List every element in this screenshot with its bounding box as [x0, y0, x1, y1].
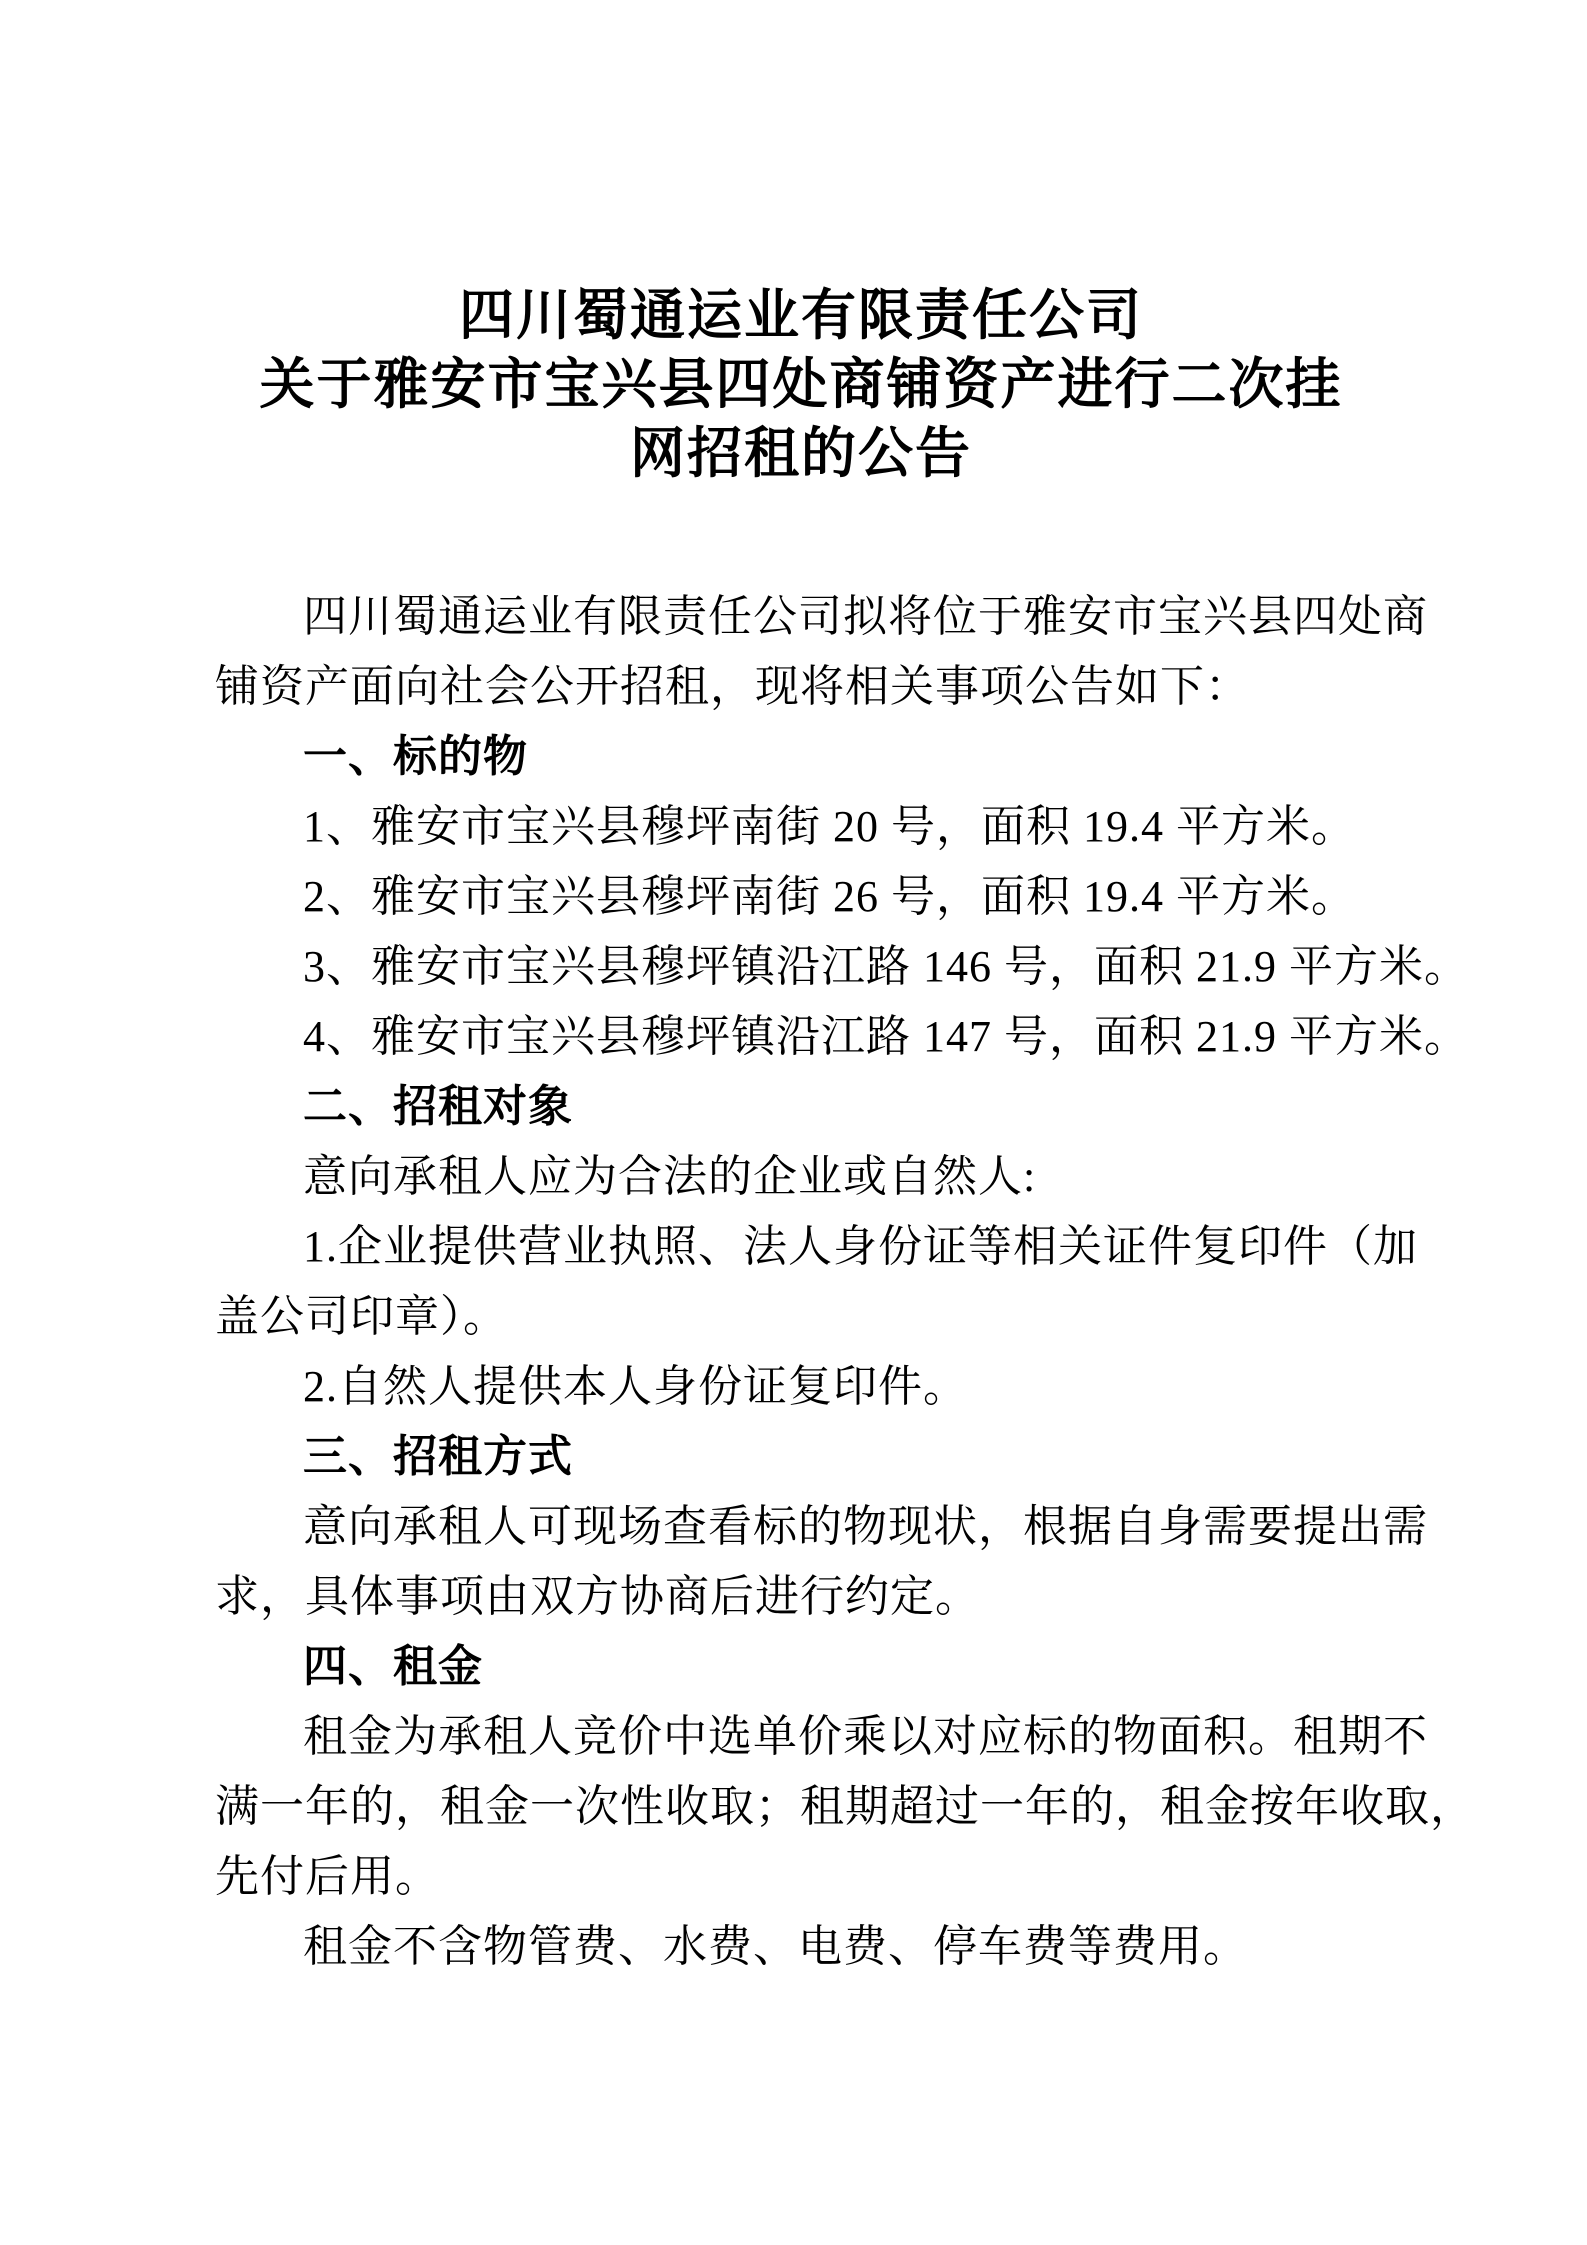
paragraph-line: 四川蜀通运业有限责任公司拟将位于雅安市宝兴县四处商	[303, 592, 1428, 641]
paragraph-line: 满一年的，租金一次性收取；租期超过一年的，租金按年收取，	[215, 1782, 1475, 1831]
document-body	[215, 582, 1475, 1982]
list-item-line: 2、雅安市宝兴县穆坪南街 26 号，面积 19.4 平方米。	[303, 872, 1356, 921]
paragraph-line: 先付后用。	[215, 1852, 440, 1901]
section-heading: 三、招租方式	[303, 1432, 573, 1481]
section-heading: 一、标的物	[303, 732, 528, 781]
list-item-line: 3、雅安市宝兴县穆坪镇沿江路 146 号，面积 21.9 平方米。	[303, 942, 1469, 991]
document-title-line-2: 关于雅安市宝兴县四处商铺资产进行二次挂	[259, 354, 1343, 415]
document-title	[215, 281, 1387, 488]
paragraph-line: 2.自然人提供本人身份证复印件。	[303, 1362, 968, 1411]
paragraph-line: 盖公司印章）。	[215, 1292, 508, 1341]
paragraph-line: 租金不含物管费、水费、电费、停车费等费用。	[303, 1922, 1248, 1971]
list-item-line: 1、雅安市宝兴县穆坪南街 20 号，面积 19.4 平方米。	[303, 802, 1356, 851]
paragraph-line: 1.企业提供营业执照、法人身份证等相关证件复印件（加	[303, 1222, 1418, 1271]
document-title-line-1: 四川蜀通运业有限责任公司	[458, 285, 1143, 346]
paragraph-line: 求，具体事项由双方协商后进行约定。	[215, 1572, 980, 1621]
paragraph-line: 意向承租人应为合法的企业或自然人:	[303, 1152, 1037, 1201]
paragraph-line: 租金为承租人竞价中选单价乘以对应标的物面积。租期不	[303, 1712, 1428, 1761]
document-content	[215, 281, 1475, 1982]
paragraph-line: 意向承租人可现场查看标的物现状，根据自身需要提出需	[303, 1502, 1428, 1551]
list-item-line: 4、雅安市宝兴县穆坪镇沿江路 147 号，面积 21.9 平方米。	[303, 1012, 1469, 1061]
document-title-line-3: 网招租的公告	[629, 423, 972, 484]
section-heading: 四、租金	[303, 1642, 483, 1691]
paragraph-line: 铺资产面向社会公开招租，现将相关事项公告如下：	[215, 662, 1250, 711]
section-heading: 二、招租对象	[303, 1082, 573, 1131]
